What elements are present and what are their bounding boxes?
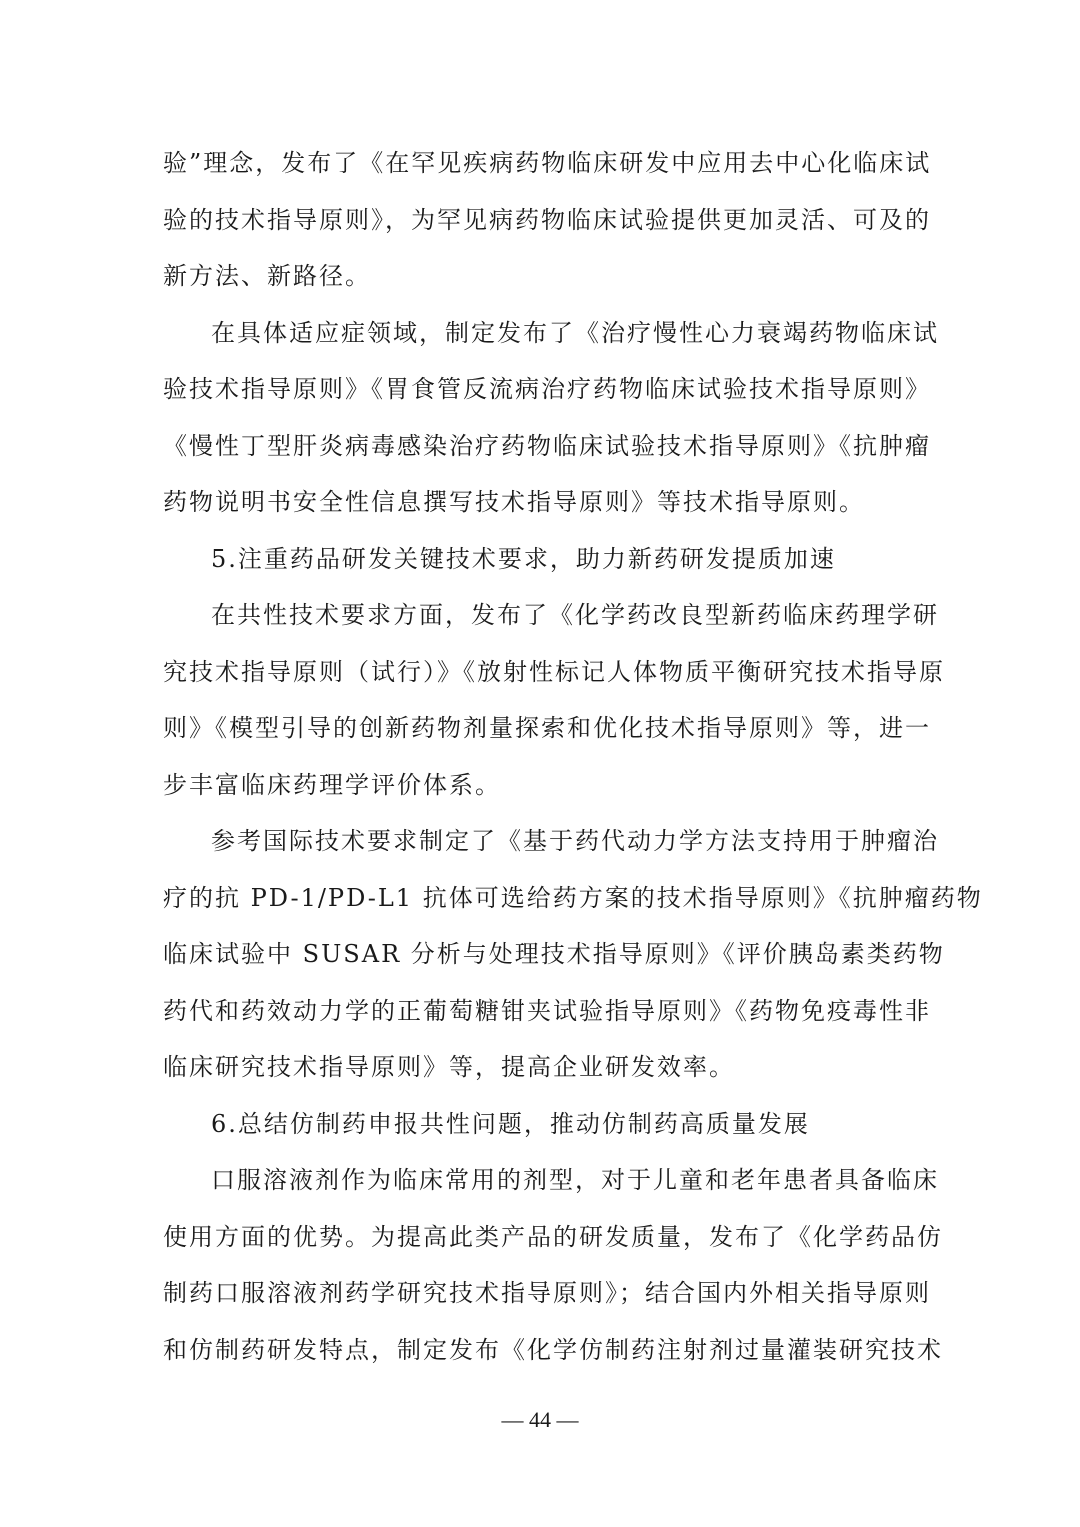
text-line: 制药口服溶液剂药学研究技术指导原则》；结合国内外相关指导原则 (163, 1279, 931, 1307)
text-line: 验的技术指导原则》，为罕见病药物临床试验提供更加灵活、可及的 (163, 206, 931, 234)
text-line: 步丰富临床药理学评价体系。 (163, 771, 501, 799)
text-line: 验技术指导原则》《胃食管反流病治疗药物临床试验技术指导原则》 (163, 375, 931, 403)
text-line: 验”理念，发布了《在罕见疾病药物临床研发中应用去中心化临床试 (163, 149, 932, 177)
text-line: 《慢性丁型肝炎病毒感染治疗药物临床试验技术指导原则》《抗肿瘤 (163, 432, 931, 460)
text-line: 则》《模型引导的创新药物剂量探索和优化技术指导原则》等，进一 (163, 714, 931, 742)
text-line: 临床研究技术指导原则》等，提高企业研发效率。 (163, 1053, 735, 1081)
paragraph-first-line: 在共性技术要求方面，发布了《化学药改良型新药临床药理学研 (211, 601, 939, 629)
text-line: 药物说明书安全性信息撰写技术指导原则》等技术指导原则。 (163, 488, 865, 516)
text-line: 新方法、新路径。 (163, 262, 371, 290)
paragraph-first-line: 在具体适应症领域，制定发布了《治疗慢性心力衰竭药物临床试 (211, 319, 939, 347)
text-line: 使用方面的优势。为提高此类产品的研发质量，发布了《化学药品仿 (163, 1223, 943, 1251)
text-line: 和仿制药研发特点，制定发布《化学仿制药注射剂过量灌装研究技术 (163, 1336, 943, 1364)
paragraph-first-line: 参考国际技术要求制定了《基于药代动力学方法支持用于肿瘤治 (211, 827, 939, 855)
section-heading-6: 6.总结仿制药申报共性问题，推动仿制药高质量发展 (211, 1110, 810, 1138)
text-line: 临床试验中 SUSAR 分析与处理技术指导原则》《评价胰岛素类药物 (163, 940, 945, 968)
page-number: — 44 — (501, 1407, 579, 1432)
text-line: 究技术指导原则（试行）》《放射性标记人体物质平衡研究技术指导原 (163, 658, 945, 686)
text-line: 疗的抗 PD-1/PD-L1 抗体可选给药方案的技术指导原则》《抗肿瘤药物 (163, 884, 983, 912)
section-heading-5: 5.注重药品研发关键技术要求，助力新药研发提质加速 (211, 545, 836, 573)
text-line: 药代和药效动力学的正葡萄糖钳夹试验指导原则》《药物免疫毒性非 (163, 997, 931, 1025)
paragraph-first-line: 口服溶液剂作为临床常用的剂型，对于儿童和老年患者具备临床 (211, 1166, 939, 1194)
